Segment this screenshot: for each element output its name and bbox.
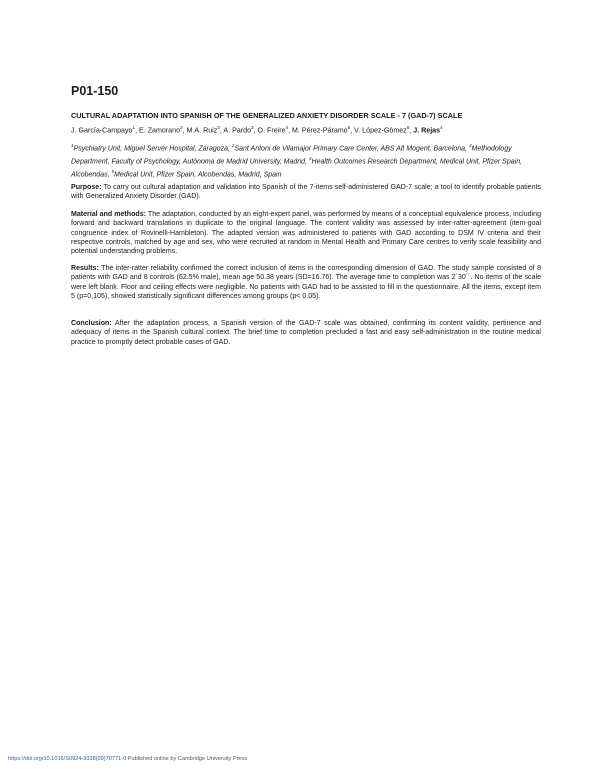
page-footer bbox=[8, 756, 247, 762]
author-name: O. Freire bbox=[257, 126, 286, 135]
author-affiliation-mark: 2 bbox=[180, 125, 183, 130]
author-affiliation-mark: 5 bbox=[406, 125, 410, 130]
methods-section bbox=[71, 210, 541, 256]
author-separator: , bbox=[253, 126, 258, 135]
publisher-note: Published online by Cambridge University Press bbox=[126, 756, 248, 762]
author-affiliation-mark: 4 bbox=[440, 125, 443, 130]
author-name: E. Zamorano bbox=[139, 126, 181, 135]
author-affiliation-mark: 4 bbox=[285, 125, 289, 130]
conclusion-section bbox=[71, 319, 541, 347]
author-name: M.A. Ruiz bbox=[186, 126, 218, 135]
author-separator: , bbox=[182, 126, 187, 135]
affiliation-text: Health Outcomes Research Department, Medical Unit, Pfizer Spain, Alcobendas, bbox=[71, 158, 523, 179]
author-affiliation-mark: 1 bbox=[132, 125, 136, 130]
affiliation-text: Medical Unit, Pfizer Spain, Alcobendas, Madrid, Spain bbox=[114, 171, 282, 179]
author-affiliation-mark: 3 bbox=[251, 125, 254, 130]
conclusion-text: After the adaptation process, a Spanish version of the GAD-7 scale was obtained, confirming its content validity, pertinence and adequacy of items in the Spanish cultural context. The brief time to completion precluded a fast and easy self-administration in the routine medical practice to promptly detect probable cases of GAD. bbox=[71, 320, 541, 346]
affiliation-text: Methodology Department, Faculty of Psychology, Autónoma de Madrid University, Madrid, bbox=[71, 145, 512, 166]
author-list bbox=[71, 125, 443, 134]
abstract-title: CULTURAL ADAPTATION INTO SPANISH OF THE GENERALIZED ANXIETY DISORDER SCALE - 7 (GAD-7) SCALE bbox=[71, 111, 463, 120]
author-affiliation-mark: 5 bbox=[347, 125, 351, 130]
affiliation-mark: 3 bbox=[468, 143, 472, 148]
author-name: M. Pérez-Páramo bbox=[292, 126, 348, 135]
affiliation-mark: 1 bbox=[71, 143, 74, 148]
purpose-label: Purpose: bbox=[71, 184, 102, 191]
affiliation-mark: 2 bbox=[231, 143, 235, 148]
results-section bbox=[71, 264, 541, 301]
author-name: A. Pardo bbox=[223, 126, 252, 135]
methods-label: Material and methods: bbox=[71, 211, 146, 218]
conclusion-label: Conclusion: bbox=[71, 320, 112, 327]
results-label: Results: bbox=[71, 265, 99, 272]
author-separator: , bbox=[288, 126, 293, 135]
author-separator: , bbox=[135, 126, 140, 135]
author-affiliation-mark: 3 bbox=[217, 125, 220, 130]
author-name: V. López-Gómez bbox=[354, 126, 407, 135]
affiliation-mark: 5 bbox=[111, 168, 115, 174]
affiliation-text: Psychiatry Unit, Miguel Server Hospital, Zaragoza, bbox=[73, 145, 232, 153]
results-text: The inter-ratter reliability confirmed the correct inclusion of items in the corresponding dimension of GAD. The study sample consisted of 8 patients with GAD and 8 controls (62.5% male), mean age 50.38 years (SD=16.76). The average time to completion was 2´30´´. No items of the scale were left blank. Floor and ceiling effects were negligible. No patients with GAD had to be assisted to fill in the questionnaire. All the items, except item 5 (p=0,105), showed statistically significant differences among groups (p< 0.05). bbox=[71, 265, 541, 300]
doi-link[interactable]: https://doi.org/10.1016/S0924-9338(09)70771-0 bbox=[8, 756, 127, 762]
methods-text: The adaptation, conducted by an eight-expert panel, was performed by means of a conceptual equivalence process, including forward and backward translations in duplicate to the original language. The content validity was assessed by inter-ratter-agreement (item-goal congruence index of Rovinelli-Hambleton). The adapted version was administered to patients with GAD according to DSM IV criteria and their respective controls, matched by age and sex, who were recruited at random in Mental Health and Primary Care centres to verify scale feasibility and potential understanding problems. bbox=[71, 211, 541, 256]
affiliation-mark: 4 bbox=[308, 155, 312, 161]
purpose-text: To carry out cultural adaptation and validation into Spanish of the 7-items self-administered GAD-7 scale; a tool to identify probable patients with Generalized Anxiety Disorder (GAD). bbox=[71, 184, 541, 201]
purpose-section bbox=[71, 183, 541, 202]
author-separator: , bbox=[350, 126, 355, 135]
author-name: J. Rejas bbox=[413, 126, 441, 135]
affiliation-text: Sant Antoni de Vilamajor Primary Care Center, ABS Alt Mogent, Barcelona, bbox=[234, 145, 469, 153]
author-separator: , bbox=[409, 126, 414, 135]
author-name: J. García-Campayo bbox=[71, 126, 133, 135]
abstract-code: P01-150 bbox=[71, 84, 119, 98]
author-separator: , bbox=[219, 126, 224, 135]
affiliations bbox=[71, 141, 541, 180]
